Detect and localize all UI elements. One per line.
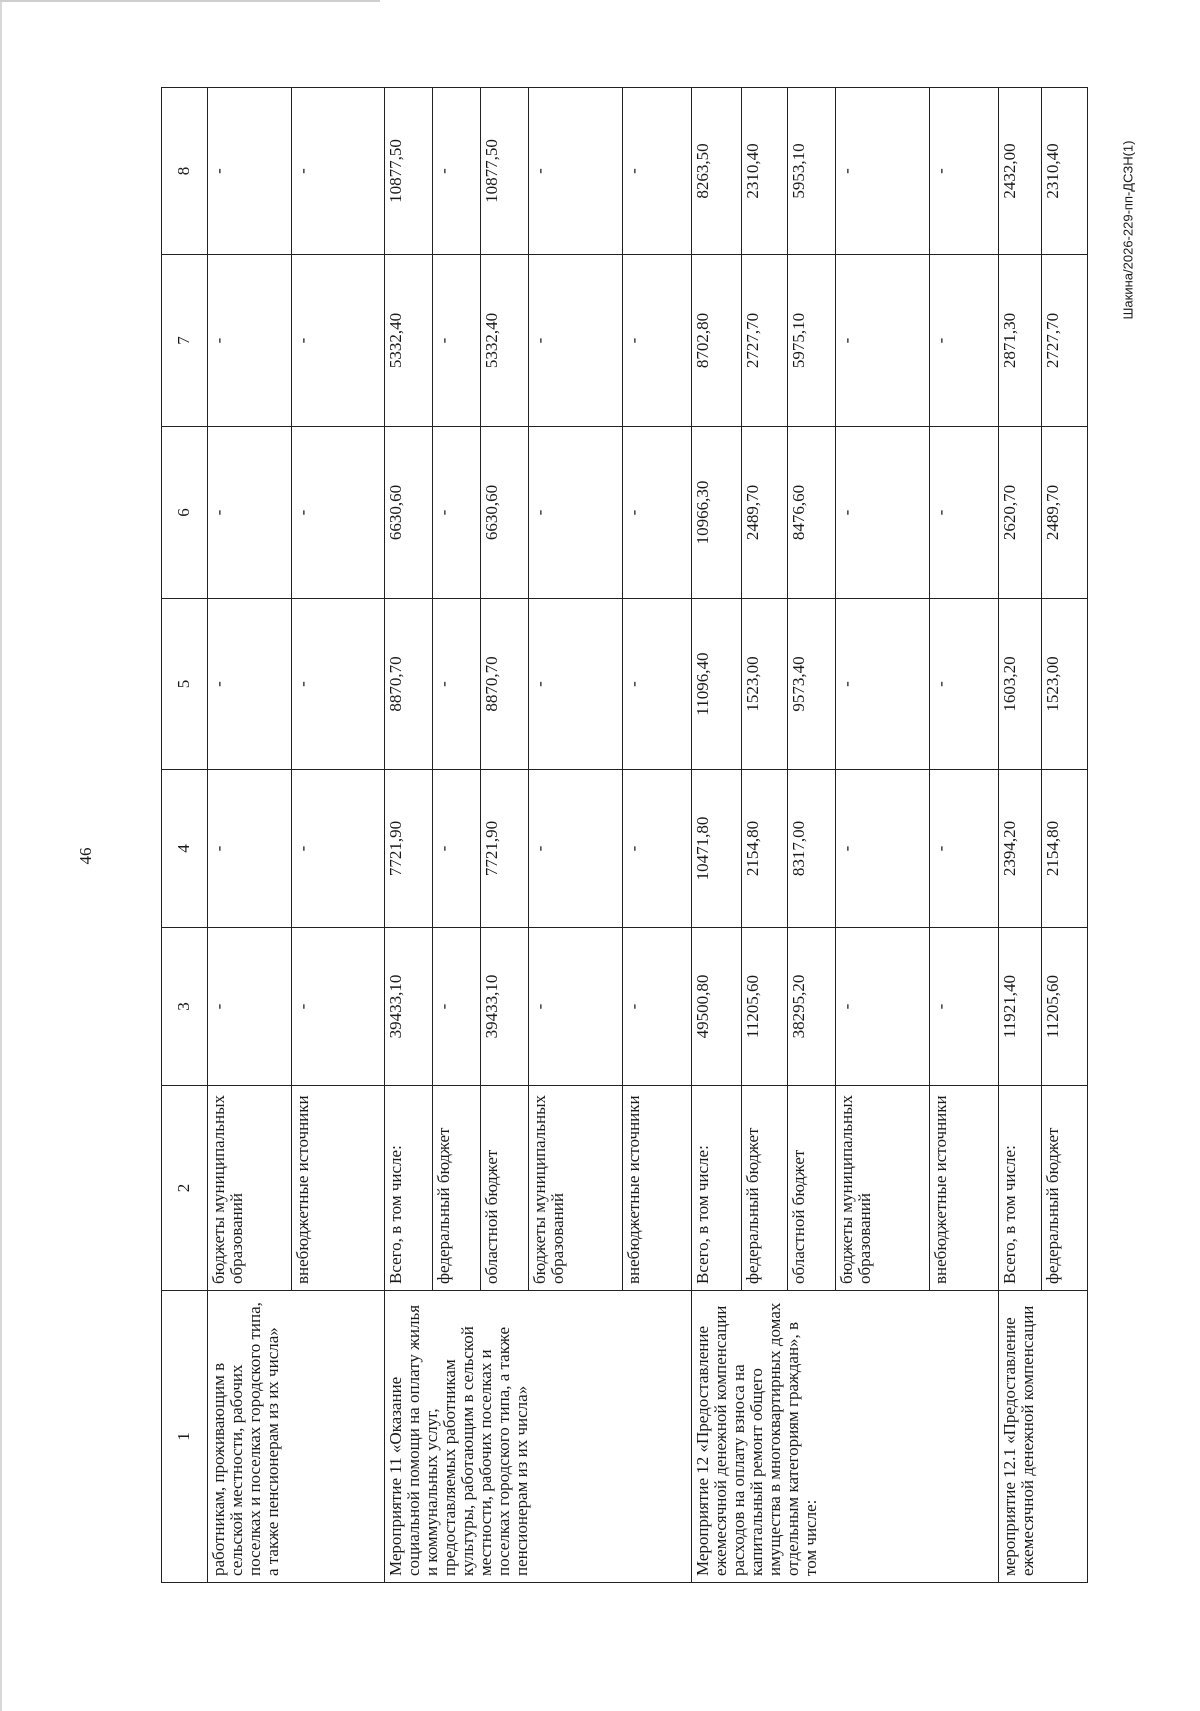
- table-row: [999, 88, 1042, 1583]
- value-cell: 2310,40: [1042, 88, 1088, 255]
- value-cell: -: [291, 427, 385, 599]
- value-cell: -: [207, 928, 291, 1086]
- source-cell: Всего, в том числе:: [385, 1086, 433, 1291]
- value-cell: 5332,40: [385, 255, 433, 427]
- source-cell: областной бюджет: [788, 1086, 836, 1291]
- value-cell: -: [929, 427, 999, 599]
- source-cell: бюджеты муниципальных образований: [528, 1086, 622, 1291]
- table-row: [385, 88, 433, 1583]
- value-cell: -: [207, 255, 291, 427]
- header-cell: 6: [162, 427, 208, 599]
- value-cell: 8702,80: [692, 255, 742, 427]
- value-cell: 1523,00: [1042, 599, 1088, 770]
- document-code: Шакина/2026-229-пп-ДСЗН(1): [1120, 140, 1136, 320]
- source-cell: внебюджетные источники: [291, 1086, 385, 1291]
- budget-table: [161, 87, 1088, 1583]
- value-cell: -: [622, 928, 692, 1086]
- value-cell: 8263,50: [692, 88, 742, 255]
- value-cell: 7721,90: [481, 770, 529, 928]
- source-cell: федеральный бюджет: [742, 1086, 788, 1291]
- value-cell: -: [291, 770, 385, 928]
- value-cell: 2154,80: [1042, 770, 1088, 928]
- value-cell: 38295,20: [788, 928, 836, 1086]
- value-cell: -: [207, 427, 291, 599]
- value-cell: -: [433, 427, 481, 599]
- source-cell: областной бюджет: [481, 1086, 529, 1291]
- value-cell: 7721,90: [385, 770, 433, 928]
- value-cell: -: [622, 88, 692, 255]
- value-cell: 2489,70: [742, 427, 788, 599]
- value-cell: 2727,70: [1042, 255, 1088, 427]
- value-cell: 5953,10: [788, 88, 836, 255]
- value-cell: -: [207, 770, 291, 928]
- value-cell: -: [836, 427, 930, 599]
- value-cell: -: [291, 88, 385, 255]
- value-cell: 39433,10: [481, 928, 529, 1086]
- value-cell: 6630,60: [481, 427, 529, 599]
- value-cell: 11205,60: [1042, 928, 1088, 1086]
- value-cell: 2154,80: [742, 770, 788, 928]
- header-cell: 5: [162, 599, 208, 770]
- value-cell: 2394,20: [999, 770, 1042, 928]
- table-row: [692, 88, 742, 1583]
- value-cell: 2871,30: [999, 255, 1042, 427]
- value-cell: -: [836, 770, 930, 928]
- value-cell: 11205,60: [742, 928, 788, 1086]
- value-cell: 11096,40: [692, 599, 742, 770]
- value-cell: -: [433, 255, 481, 427]
- value-cell: -: [207, 88, 291, 255]
- value-cell: -: [929, 599, 999, 770]
- source-cell: внебюджетные источники: [622, 1086, 692, 1291]
- header-cell: 4: [162, 770, 208, 928]
- value-cell: -: [528, 770, 622, 928]
- value-cell: -: [836, 88, 930, 255]
- value-cell: -: [528, 88, 622, 255]
- header-cell: 1: [162, 1291, 208, 1583]
- rotated-table-container: [161, 88, 1088, 1583]
- value-cell: 8317,00: [788, 770, 836, 928]
- source-cell: Всего, в том числе:: [692, 1086, 742, 1291]
- activity-cell: Мероприятие 12 «Предоставление ежемесячной денежной компенсации расходов на оплату взноса на капитальный ремонт общего имущества в многоквартирных домах отдельным категориям граждан», в том числе:: [692, 1291, 999, 1583]
- header-cell: 7: [162, 255, 208, 427]
- value-cell: -: [528, 928, 622, 1086]
- value-cell: -: [528, 599, 622, 770]
- value-cell: 10877,50: [481, 88, 529, 255]
- value-cell: -: [622, 427, 692, 599]
- header-cell: 3: [162, 928, 208, 1086]
- value-cell: -: [622, 255, 692, 427]
- activity-cell: Мероприятие 11 «Оказание социальной помощи на оплату жилья и коммунальных услуг, предоставляемых работникам культуры, работающим в сельской местности, рабочих поселках и поселках городского типа, а также пенсионерам из их числа»: [385, 1291, 692, 1583]
- table-row: [207, 88, 291, 1583]
- value-cell: -: [622, 599, 692, 770]
- scan-edge-line: [0, 0, 2, 1711]
- value-cell: 9573,40: [788, 599, 836, 770]
- value-cell: 10966,30: [692, 427, 742, 599]
- value-cell: 5332,40: [481, 255, 529, 427]
- header-row: [162, 88, 208, 1583]
- value-cell: -: [528, 255, 622, 427]
- value-cell: 8870,70: [385, 599, 433, 770]
- source-cell: федеральный бюджет: [433, 1086, 481, 1291]
- value-cell: 2310,40: [742, 88, 788, 255]
- value-cell: -: [433, 928, 481, 1086]
- header-cell: 2: [162, 1086, 208, 1291]
- value-cell: 10471,80: [692, 770, 742, 928]
- value-cell: 11921,40: [999, 928, 1042, 1086]
- value-cell: -: [291, 599, 385, 770]
- source-cell: бюджеты муниципальных образований: [207, 1086, 291, 1291]
- value-cell: 6630,60: [385, 427, 433, 599]
- value-cell: 5975,10: [788, 255, 836, 427]
- value-cell: 8870,70: [481, 599, 529, 770]
- value-cell: -: [291, 255, 385, 427]
- source-cell: внебюджетные источники: [929, 1086, 999, 1291]
- value-cell: 49500,80: [692, 928, 742, 1086]
- value-cell: 2620,70: [999, 427, 1042, 599]
- value-cell: 2489,70: [1042, 427, 1088, 599]
- value-cell: 2432,00: [999, 88, 1042, 255]
- value-cell: 1523,00: [742, 599, 788, 770]
- value-cell: -: [433, 88, 481, 255]
- value-cell: 10877,50: [385, 88, 433, 255]
- value-cell: -: [433, 770, 481, 928]
- value-cell: -: [929, 88, 999, 255]
- source-cell: федеральный бюджет: [1042, 1086, 1088, 1291]
- value-cell: -: [207, 599, 291, 770]
- header-cell: 8: [162, 88, 208, 255]
- value-cell: -: [291, 928, 385, 1086]
- source-cell: Всего, в том числе:: [999, 1086, 1042, 1291]
- value-cell: 2727,70: [742, 255, 788, 427]
- value-cell: -: [836, 928, 930, 1086]
- value-cell: -: [836, 255, 930, 427]
- activity-cell: работникам, проживающим в сельской местности, рабочих поселках и поселках городского типа, а также пенсионерам из их числа»: [207, 1291, 385, 1583]
- page-number: 46: [76, 847, 95, 865]
- value-cell: 1603,20: [999, 599, 1042, 770]
- source-cell: бюджеты муниципальных образований: [836, 1086, 930, 1291]
- value-cell: -: [836, 599, 930, 770]
- value-cell: 39433,10: [385, 928, 433, 1086]
- value-cell: -: [929, 928, 999, 1086]
- value-cell: -: [929, 255, 999, 427]
- scan-top-line: [0, 0, 380, 2]
- value-cell: -: [622, 770, 692, 928]
- value-cell: -: [528, 427, 622, 599]
- value-cell: -: [433, 599, 481, 770]
- value-cell: 8476,60: [788, 427, 836, 599]
- value-cell: -: [929, 770, 999, 928]
- activity-cell: мероприятие 12.1 «Предоставление ежемесячной денежной компенсации: [999, 1291, 1088, 1583]
